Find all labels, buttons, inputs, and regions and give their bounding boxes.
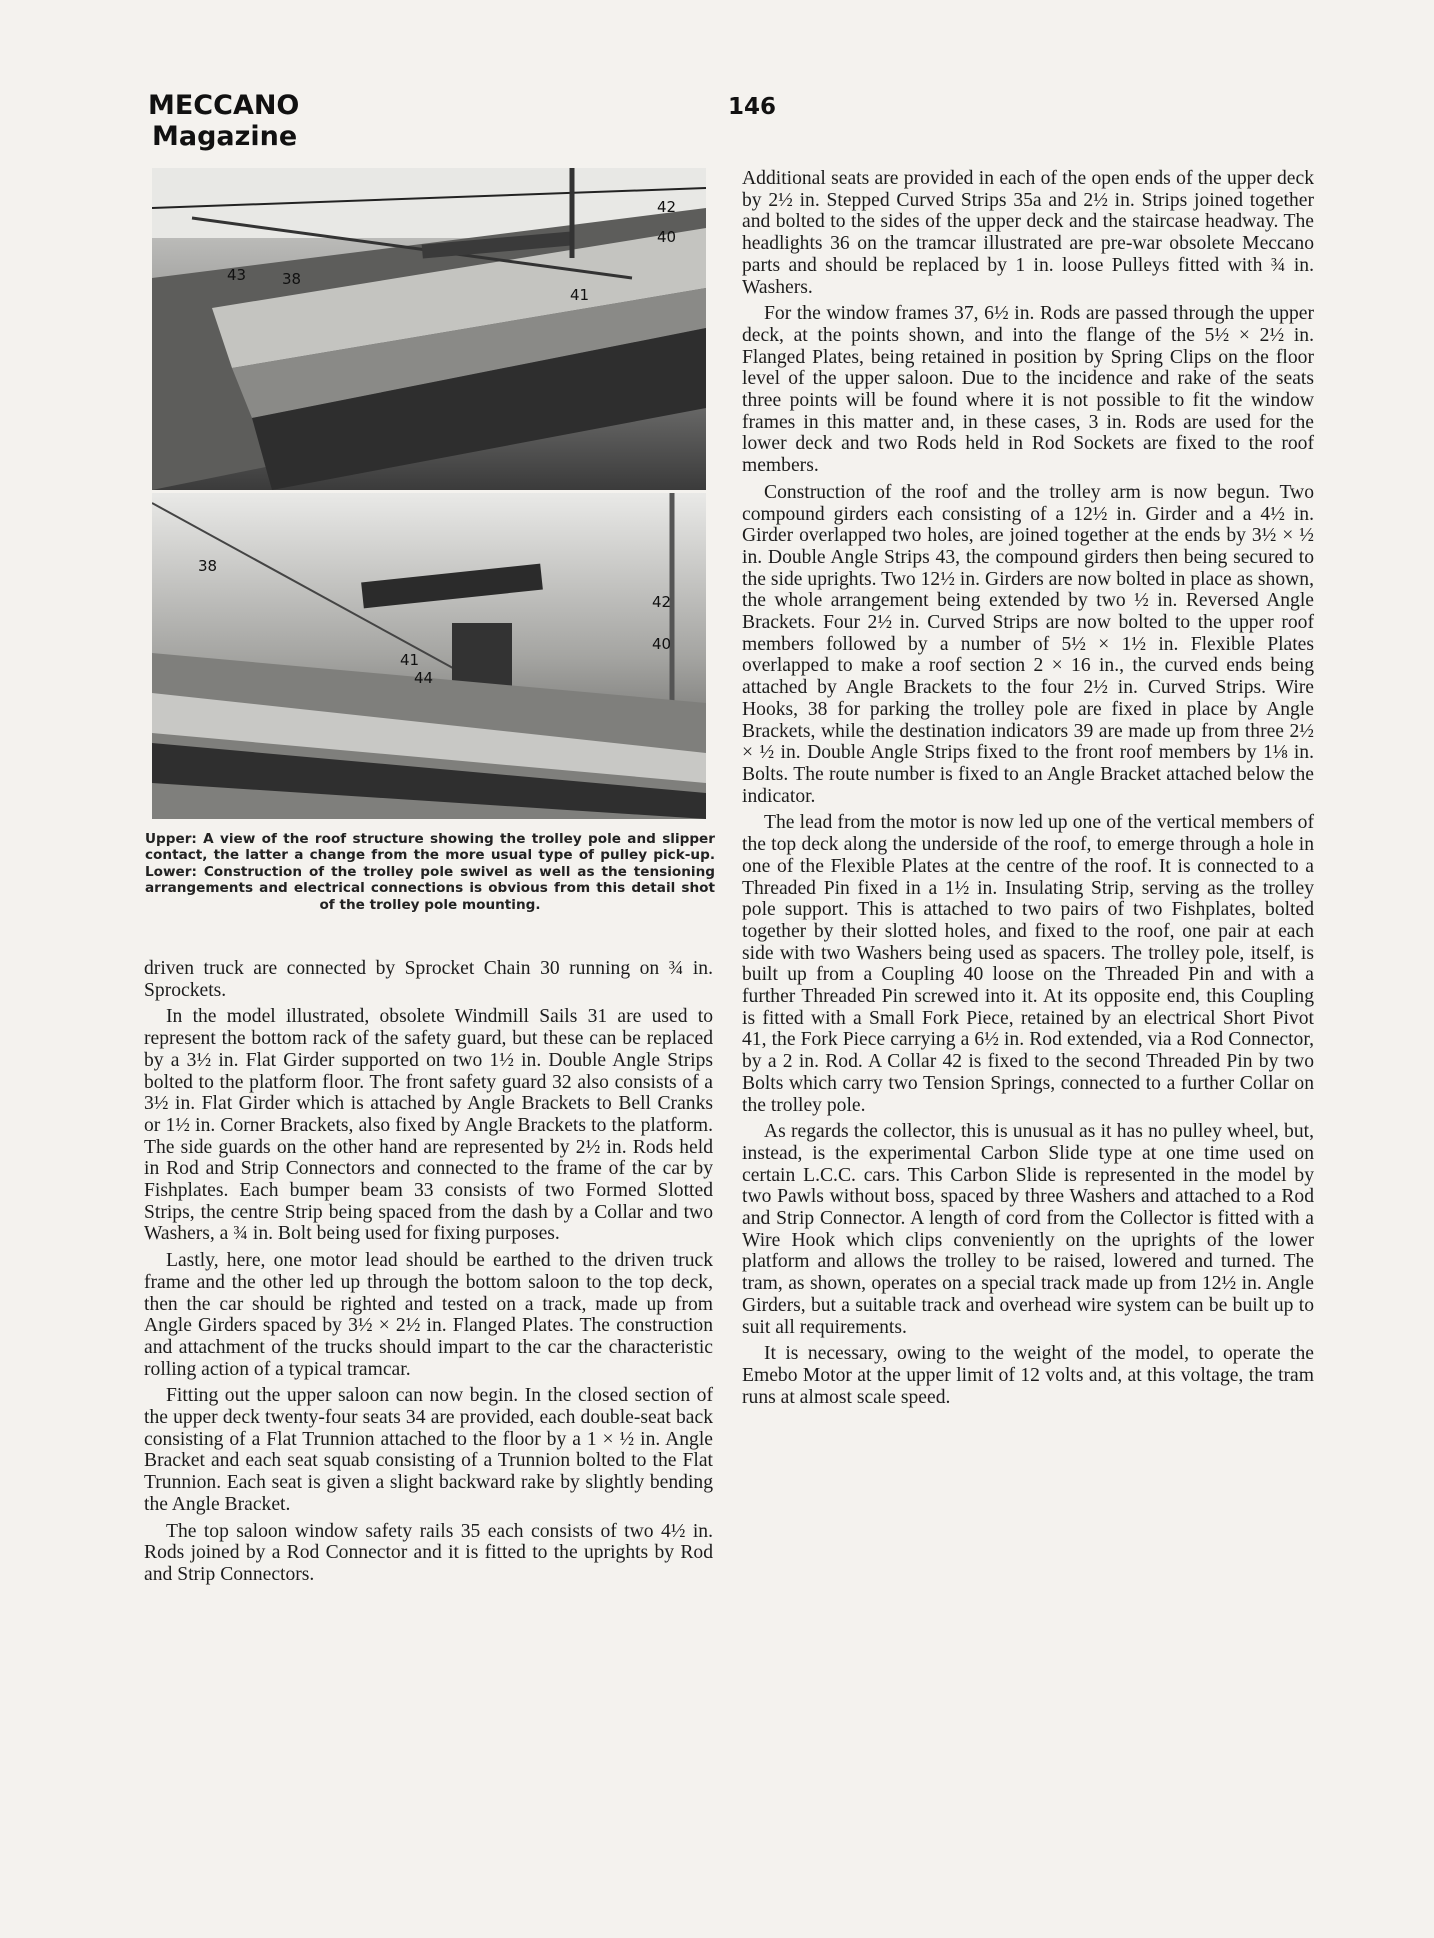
paragraph: Construction of the roof and the trolley arm is now begun. Two compound girders each consisting of a 12½ in. Girder and a 4½ in. Girder overlapped two holes, are joined together at the ends by 3½ × ½ in. Double Angle Strips 43, the compound girders then being secured to the side uprights. Two 12½ in. Girders are now bolted in place as shown, the whole arrangement being extended by two ½ in. Reversed Angle Brackets. Four 2½ in. Curved Strips are now bolted to the upper roof members followed by a number of 5½ × 1½ in. Flexible Plates overlapped to make a roof section 2 × 16 in., the curved ends being attached by Angle Brackets to the four 2½ in. Curved Strips. Wire Hooks, 38 for parking the trolley pole are fixed in place by Angle Brackets, while the destination indicators 39 are made up from three 2½ × ½ in. Double Angle Strips fixed to the front roof members by 1⅛ in. Bolts. The route number is fixed to an Angle Bracket attached below the indicator. [742, 481, 1314, 807]
label-42: 42 [657, 198, 677, 216]
paragraph: driven truck are connected by Sprocket Chain 30 running on ¾ in. Sprockets. [144, 958, 713, 1001]
page-number: 146 [728, 94, 777, 120]
label-43: 43 [227, 266, 247, 284]
right-column [742, 168, 1314, 1413]
label-40-lower: 40 [652, 635, 672, 653]
label-42-lower: 42 [652, 593, 672, 611]
photo-roof-structure [152, 168, 706, 490]
paragraph: Additional seats are provided in each of the open ends of the upper deck by 2½ in. Stepped Curved Strips 35a and 2½ in. Strips joined together and bolted to the sides of the upper deck and the staircase headway. The headlights 36 on the tramcar illustrated are pre-war obsolete Meccano parts and should be replaced by 1 in. loose Pulleys fitted with ¾ in. Washers. [742, 168, 1314, 298]
paragraph: As regards the collector, this is unusual as it has no pulley wheel, but, instead, is the experimental Carbon Slide type at one time used on certain L.C.C. cars. This Carbon Slide is represented in the model by two Pawls without boss, spaced by three Washers and attached to a Rod and Strip Connector. A length of cord from the Collector is fitted with a Wire Hook which clips conveniently on the uprights of the lower platform and allows the trolley to be raised, lowered and turned. The tram, as shown, operates on a special track made up from 12½ in. Angle Girders, but a suitable track and overhead wire system can be built up to suit all requirements. [742, 1121, 1314, 1338]
label-40: 40 [657, 228, 677, 246]
paragraph: The top saloon window safety rails 35 each consists of two 4½ in. Rods joined by a Rod Connector and it is fitted to the uprights by Rod and Strip Connectors. [144, 1520, 713, 1585]
paragraph: For the window frames 37, 6½ in. Rods are passed through the upper deck, at the points shown, and into the flange of the 5½ × 2½ in. Flanged Plates, being retained in position by Spring Clips on the floor level of the upper saloon. Due to the incidence and rake of the seats three points will be found where it is not possible to fit the window frames in this matter and, in these cases, 3 in. Rods are used for the lower deck and two Rods held in Rod Sockets are fixed to the roof members. [742, 303, 1314, 477]
label-41-lower: 41 [400, 651, 420, 669]
figure-caption: Upper: A view of the roof structure showing the trolley pole and slipper contact, the latter a change from the more usual type of pulley pick-up. Lower: Construction of the trolley pole swivel as well as the tensioning arrangements and electrical connections is obvious from this detail shot of the trolley pole mounting. [145, 831, 715, 913]
masthead-line-2: Magazine [152, 121, 298, 152]
label-38: 38 [282, 270, 302, 288]
label-38-lower: 38 [198, 557, 218, 575]
paragraph: The lead from the motor is now led up one of the vertical members of the top deck along the underside of the roof, to emerge through a hole in one of the Flexible Plates at the centre of the roof. It is connected to a Threaded Pin fixed in a 1½ in. Insulating Strip, serving as the trolley pole support. This is attached to two pairs of two Fishplates, bolted together by their slotted holes, and fixed to the roof, one pair at each side with two Washers being used as spacers. The trolley pole, itself, is built up from a Coupling 40 loose on the Threaded Pin and with a further Threaded Pin screwed into it. At its opposite end, this Coupling is fitted with a Small Fork Piece, retained by an electrical Short Pivot 41, the Fork Piece carrying a 6½ in. Rod extended, via a Rod Connector, by a 2 in. Rod. A Collar 42 is fixed to the second Threaded Pin by two Bolts which carry two Tension Springs, connected to a further Collar on the trolley pole. [742, 812, 1314, 1116]
magazine-masthead [148, 90, 299, 152]
photo-trolley-pole-mounting [152, 493, 706, 819]
label-44-lower: 44 [414, 669, 434, 687]
paragraph: Lastly, here, one motor lead should be earthed to the driven truck frame and the other led up through the bottom saloon to the top deck, then the car should be righted and tested on a track, made up from Angle Girders spaced by 3½ × 2½ in. Flanged Plates. The construction and attachment of the trucks should impart to the car the characteristic rolling action of a typical tramcar. [144, 1250, 713, 1380]
paragraph: Fitting out the upper saloon can now begin. In the closed section of the upper deck twenty-four seats 34 are provided, each double-seat back consisting of a Flat Trunnion attached to the floor by a 1 × ½ in. Angle Bracket and each seat squab consisting of a Trunnion bolted to the Flat Trunnion. Each seat is given a slight backward rake by slightly bending the Angle Bracket. [144, 1385, 713, 1515]
paragraph: In the model illustrated, obsolete Windmill Sails 31 are used to represent the bottom rack of the safety guard, but these can be replaced by a 3½ in. Flat Girder supported on two 1½ in. Double Angle Strips bolted to the platform floor. The front safety guard 32 also consists of a 3½ in. Flat Girder which is attached by Angle Brackets to Bell Cranks or 1½ in. Corner Brackets, also fixed by Angle Brackets to the platform. The side guards on the other hand are represented by 2½ in. Rods held in Rod and Strip Connectors and connected to the frame of the car by Fishplates. Each bumper beam 33 consists of two Formed Slotted Strips, the centre Strip being spaced from the dash by a Collar and two Washers, a ¾ in. Bolt being used for fixing purposes. [144, 1006, 713, 1245]
left-column [144, 958, 713, 1591]
paragraph: It is necessary, owing to the weight of the model, to operate the Emebo Motor at the upper limit of 12 volts and, at this voltage, the tram runs at almost scale speed. [742, 1343, 1314, 1408]
masthead-line-1: MECCANO [148, 90, 300, 121]
label-41: 41 [570, 286, 590, 304]
